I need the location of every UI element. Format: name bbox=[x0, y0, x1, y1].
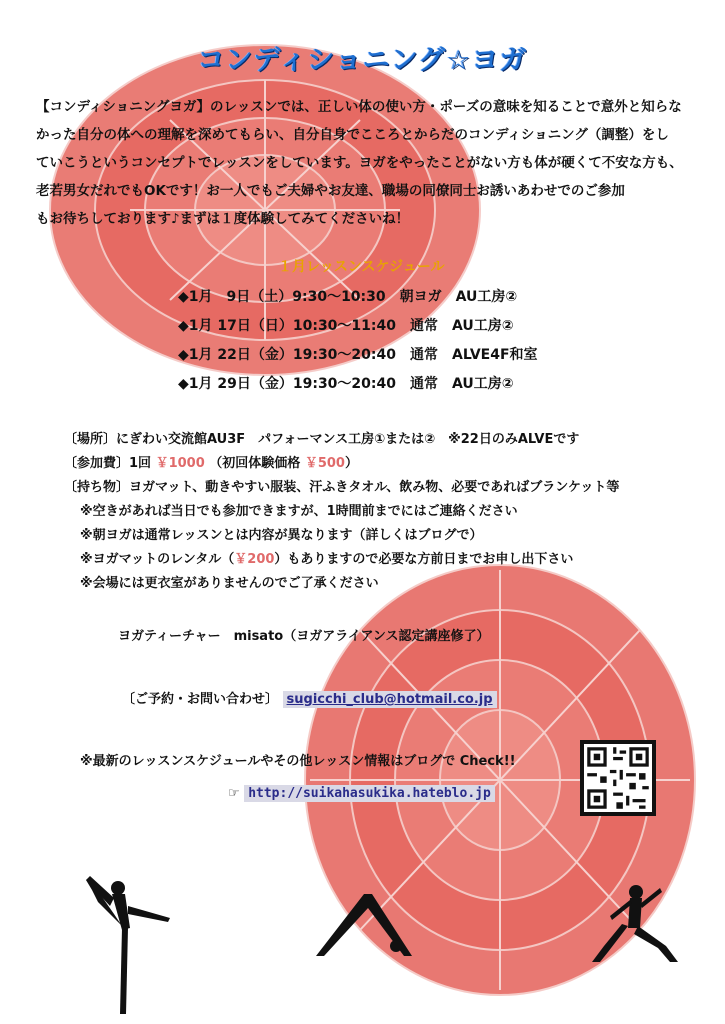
intro-line: ていこうというコンセプトでレッスンをしています。ヨガをやったことがない方も体が硬くて不安な方も、 bbox=[36, 155, 683, 171]
trial-price: ￥500 bbox=[304, 456, 345, 471]
yoga-downward-dog-silhouette bbox=[308, 890, 418, 960]
place-info: 〔場所〕にぎわい交流館AU3F パフォーマンス工房①または② ※22日のみALVEです bbox=[64, 432, 580, 447]
fee-price: ￥1000 bbox=[155, 456, 205, 471]
blog-note: ※最新のレッスンスケジュールやその他レッスン情報はブログで Check!! bbox=[80, 754, 516, 769]
fee-label: 〔参加費〕1回 bbox=[64, 456, 152, 471]
yoga-lunge-silhouette bbox=[582, 876, 682, 966]
fee-suffix: ） bbox=[344, 456, 358, 471]
intro-line: 【コンディショニングヨガ】のレッスンでは、正しい体の使い方・ポーズの意味を知ることで意外と知らな bbox=[36, 99, 682, 115]
pointing-hand-icon: ☞ bbox=[228, 786, 240, 801]
intro-line: もお待ちしております♪まずは１度体験してみてくださいね！ bbox=[36, 211, 410, 227]
schedule-item: ◆1月 17日（日）10:30～11:40 通常 AU工房② bbox=[178, 318, 514, 334]
yoga-dancer-pose-silhouette bbox=[70, 866, 180, 1016]
teacher-info: ヨガティーチャー misato（ヨガアライアンス認定講座修了） bbox=[118, 629, 490, 644]
rental-prefix: ※ヨガマットのレンタル（ bbox=[80, 552, 235, 567]
qr-code[interactable] bbox=[580, 740, 656, 816]
intro-line: 老若男女だれでもOKです！お一人でもご夫婦やお友達、職場の同僚同士お誘いあわせでのご参加 bbox=[36, 183, 625, 199]
changing-room-note: ※会場には更衣室がありませんのでご了承ください bbox=[80, 576, 379, 591]
fee-info bbox=[64, 452, 704, 476]
rental-note bbox=[64, 548, 704, 572]
info-block bbox=[64, 428, 704, 596]
fee-mid: （初回体験価格 bbox=[209, 456, 301, 471]
blog-url-link[interactable]: http://suikahasukika.hateblo.jp bbox=[244, 785, 495, 802]
blog-link-row bbox=[228, 786, 495, 801]
email-link[interactable]: sugicchi_club@hotmail.co.jp bbox=[283, 691, 497, 708]
schedule-item: ◆1月 22日（金）19:30～20:40 通常 ALVE4F和室 bbox=[178, 347, 538, 363]
rental-price: ￥200 bbox=[234, 552, 275, 567]
contact-info bbox=[122, 688, 497, 707]
intro-line: かった自分の体への理解を深めてもらい、自分自身でこころとからだのコンディショニング（調整）をし bbox=[36, 127, 669, 143]
intro-paragraph bbox=[36, 93, 696, 233]
note-item: ※朝ヨガは通常レッスンとは内容が異なります（詳しくはブログで） bbox=[80, 528, 483, 543]
schedule-item: ◆1月 9日（土）9:30～10:30 朝ヨガ AU工房② bbox=[178, 289, 518, 305]
contact-label: 〔ご予約・お問い合わせ〕 bbox=[122, 692, 279, 707]
schedule-heading: １月レッスンスケジュール bbox=[278, 259, 445, 275]
schedule-list bbox=[178, 283, 598, 399]
page-title: コンディショニング☆ヨガ bbox=[197, 45, 528, 76]
note-item: ※空きがあれば当日でも参加できますが、1時間前までにはご連絡ください bbox=[80, 504, 518, 519]
belongings-info: 〔持ち物〕ヨガマット、動きやすい服装、汗ふきタオル、飲み物、必要であればブランケット等 bbox=[64, 480, 620, 495]
rental-suffix: ）もありますので必要な方前日までお申し出下さい bbox=[274, 552, 574, 567]
schedule-item: ◆1月 29日（金）19:30～20:40 通常 AU工房② bbox=[178, 376, 514, 392]
